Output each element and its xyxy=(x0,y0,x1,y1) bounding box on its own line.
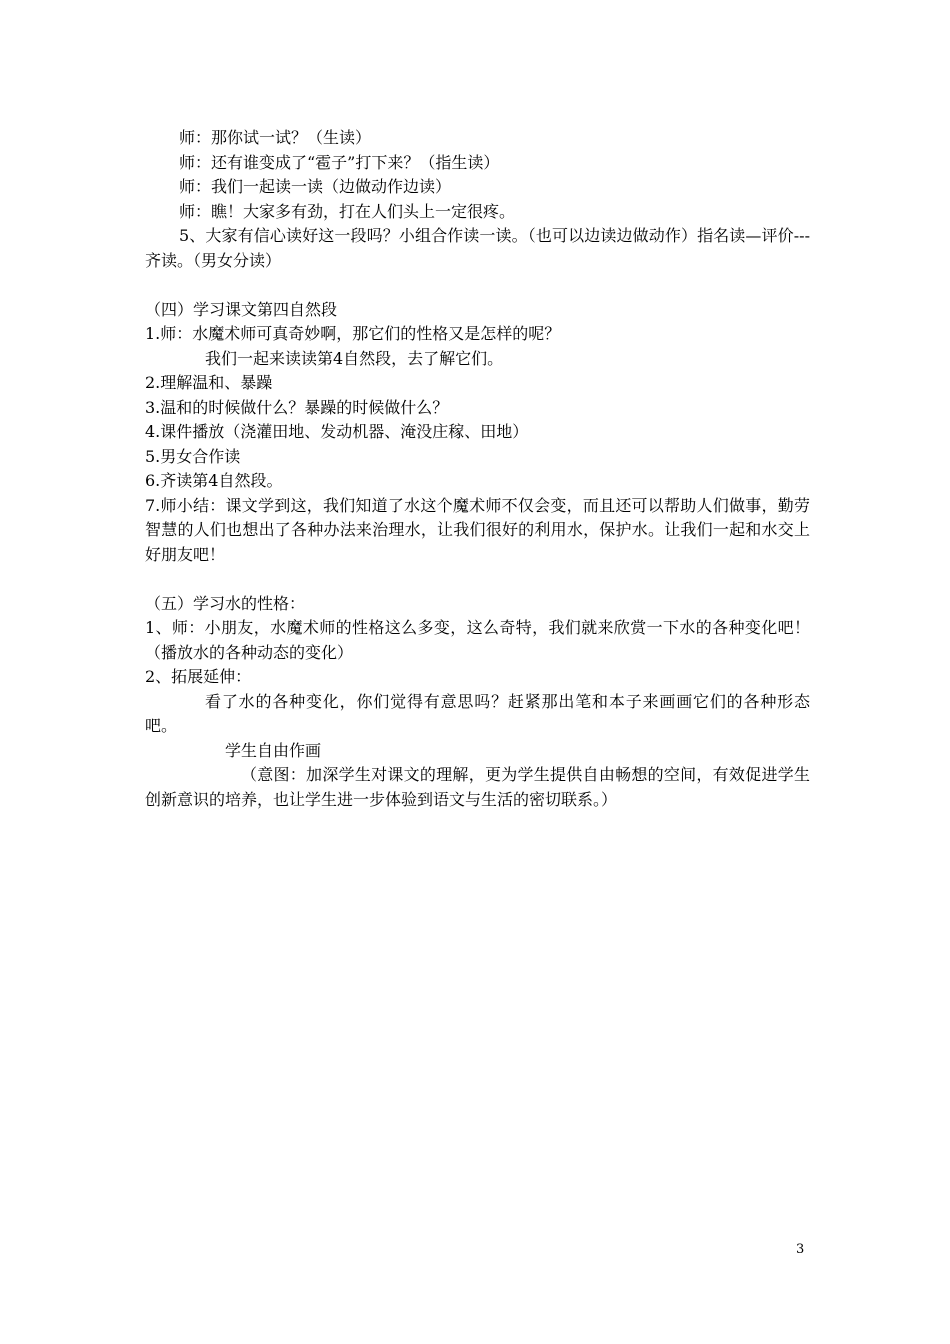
paragraph: 5、大家有信心读好这一段吗？小组合作读一读。（也可以边读边做动作）指名读—评价---齐读。（男女分读） xyxy=(145,226,810,270)
paragraph: 7.师小结：课文学到这，我们知道了水这个魔术师不仅会变，而且还可以帮助人们做事，勤劳智慧的人们也想出了各种办法来治理水，让我们很好的利用水，保护水。让我们一起和水交上好朋友吧！ xyxy=(145,495,810,564)
paragraph: 师：我们一起读一读（边做动作边读） xyxy=(179,177,452,196)
paragraph: 4.课件播放（浇灌田地、发动机器、淹没庄稼、田地） xyxy=(145,422,529,441)
document-body xyxy=(145,126,810,812)
paragraph: 1、师：小朋友，水魔术师的性格这么多变，这么奇特，我们就来欣赏一下水的各种变化吧！（播放水的各种动态的变化） xyxy=(145,618,810,662)
blank-line xyxy=(145,273,810,298)
paragraph: （意图：加深学生对课文的理解，更为学生提供自由畅想的空间，有效促进学生创新意识的培养，也让学生进一步体验到语文与生活的密切联系。） xyxy=(145,765,810,809)
paragraph: 师：瞧！大家多有劲，打在人们头上一定很疼。 xyxy=(179,201,516,221)
paragraph: 师：还有谁变成了“雹子”打下来？（指生读） xyxy=(179,152,500,172)
section-heading: （五）学习水的性格： xyxy=(145,593,306,613)
paragraph: 1.师：水魔术师可真奇妙啊，那它们的性格又是怎样的呢？ xyxy=(145,324,561,343)
paragraph: 3.温和的时候做什么？暴躁的时候做什么？ xyxy=(145,397,449,417)
paragraph: 2.理解温和、暴躁 xyxy=(145,373,273,392)
paragraph: 2、拓展延伸： xyxy=(145,667,252,686)
section-heading: （四）学习课文第四自然段 xyxy=(145,299,338,319)
paragraph: 我们一起来读读第4自然段，去了解它们。 xyxy=(205,348,504,368)
paragraph: 师：那你试一试？（生读） xyxy=(179,128,372,147)
paragraph: 5.男女合作读 xyxy=(145,446,241,466)
blank-line xyxy=(145,567,810,592)
paragraph: 学生自由作画 xyxy=(225,740,322,760)
paragraph: 6.齐读第4自然段。 xyxy=(145,471,283,490)
paragraph: 看了水的各种变化，你们觉得有意思吗？赶紧那出笔和本子来画画它们的各种形态吧。 xyxy=(145,691,810,735)
page-number: 3 xyxy=(796,1242,805,1257)
